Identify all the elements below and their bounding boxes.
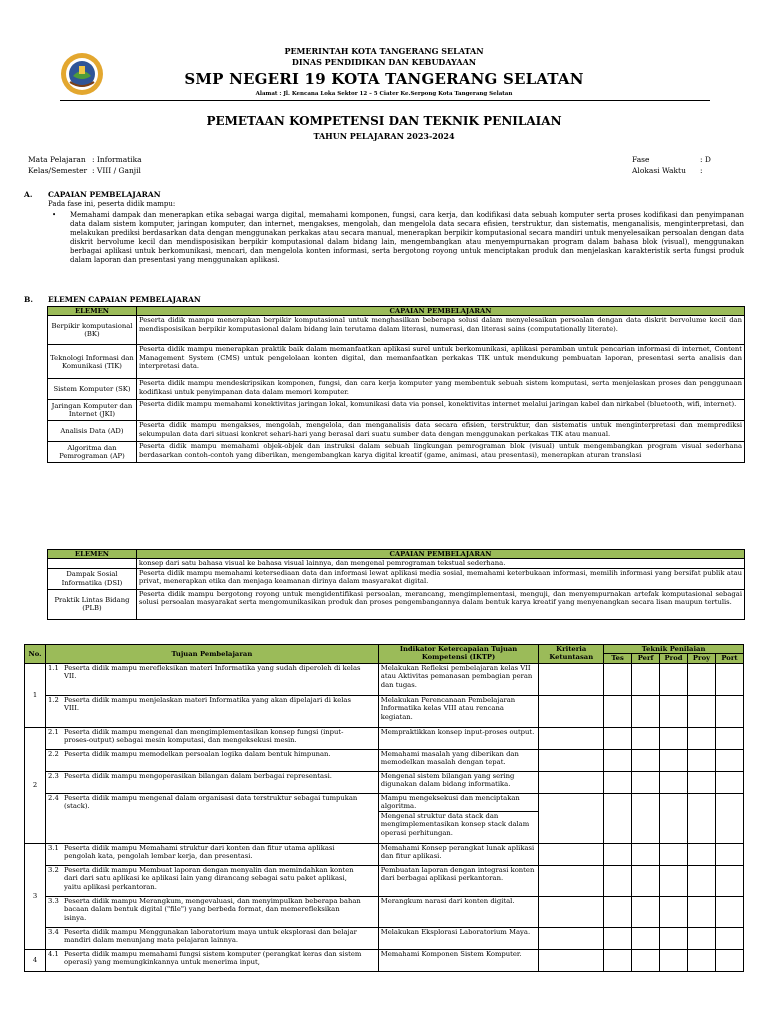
elements-table-continued <box>47 549 745 620</box>
column-header-tes: Tes <box>604 654 632 663</box>
section-a-intro: Pada fase ini, peserta didik mampu: <box>48 200 176 208</box>
check-cell <box>632 727 660 749</box>
element-description: Peserta didik mampu mendeskripsikan komponen, fungsi, dan cara kerja komputer yang membentuk sebuah sistem komputasi, serta menjelaskan proses dan penggunaan kodifikasi untuk penyimpanan data dalam memori komputer. <box>136 379 744 400</box>
check-cell <box>660 695 688 727</box>
check-cell <box>632 865 660 896</box>
check-cell <box>660 927 688 949</box>
objective-cell <box>45 949 378 971</box>
element-name-empty <box>48 559 137 568</box>
objective-code: 1.2 <box>47 695 59 704</box>
objective-text: Peserta didik mampu memodelkan persoalan logika dalam bentuk himpunan. <box>63 749 331 758</box>
indicator-cell: Memahami Konsep perangkat lunak aplikasi dan fitur aplikasi. <box>378 843 539 865</box>
header-school-name: SMP NEGERI 19 KOTA TANGERANG SELATAN <box>184 70 584 88</box>
indicator-cell: Melakukan Perencanaan Pembelajaran Informatika kelas VIII atau rencana kegiatan. <box>378 695 539 727</box>
table-header-row <box>25 645 744 654</box>
objective-cell <box>45 865 378 896</box>
element-name: Dampak Sosial Informatika (DSI) <box>48 568 137 589</box>
header-department: DINAS PENDIDIKAN DAN KEBUDAYAAN <box>291 57 477 67</box>
column-header-port: Port <box>715 654 743 663</box>
check-cell <box>604 865 632 896</box>
criteria-cell <box>539 749 604 771</box>
indicator-cell: Melakukan Refleksi pembelajaran kelas VII atau Aktivitas pemanasan pembagian peran dan tugas. <box>378 663 539 695</box>
check-cell <box>688 727 716 749</box>
check-cell <box>715 727 743 749</box>
objective-cell <box>45 727 378 749</box>
check-cell <box>688 771 716 793</box>
competency-table <box>24 644 744 972</box>
table-row <box>48 316 745 345</box>
check-cell <box>715 865 743 896</box>
table-header-row <box>48 307 745 316</box>
info-phase: Fase : D <box>632 155 711 164</box>
objective-text: Peserta didik mampu mengenal dalam organisasi data terstruktur sebagai tumpukan (stack). <box>63 793 358 811</box>
table-row <box>25 695 744 727</box>
column-header-no: No. <box>25 645 46 664</box>
group-number: 1 <box>25 663 46 727</box>
table-row <box>25 843 744 865</box>
criteria-cell <box>539 865 604 896</box>
objective-code: 3.4 <box>47 927 59 936</box>
check-cell <box>660 663 688 695</box>
element-name: Jaringan Komputer dan Internet (JKI) <box>48 400 137 421</box>
check-cell <box>715 749 743 771</box>
element-name: Analisis Data (AD) <box>48 421 137 442</box>
check-cell <box>715 843 743 865</box>
check-cell <box>715 793 743 843</box>
objective-code: 3.1 <box>47 843 59 852</box>
objective-code: 2.4 <box>47 793 59 802</box>
column-header-perf: Perf <box>632 654 660 663</box>
table-row <box>48 421 745 442</box>
objective-text: Peserta didik mampu mengenal dan mengimplementasikan konsep fungsi (input-proses-output) sebagai mesin komputasi, dan mengeksekusi mesin. <box>63 727 344 745</box>
check-cell <box>632 843 660 865</box>
document-title: PEMETAAN KOMPETENSI DAN TEKNIK PENILAIAN <box>206 114 562 128</box>
column-header-teknik: Teknik Penilaian <box>604 645 744 654</box>
table-header-row <box>48 550 745 559</box>
objective-cell <box>45 771 378 793</box>
objective-cell <box>45 896 378 927</box>
element-description: Peserta didik mampu menerapkan berpikir komputasional untuk menghasilkan beberapa solusi dalam menyelesaikan persoalan dengan data diskrit bervolume kecil dan mendisposisikan berpikir komputasional dalam bidang lain terutama dalam literasi, numerasi, dan literasi sains (computationally literate). <box>136 316 744 345</box>
check-cell <box>632 927 660 949</box>
check-cell <box>715 663 743 695</box>
objective-cell <box>45 663 378 695</box>
objective-text: Peserta didik mampu mengoperasikan bilangan dalam berbagai representasi. <box>63 771 332 780</box>
check-cell <box>660 793 688 843</box>
check-cell <box>715 927 743 949</box>
section-a-heading: CAPAIAN PEMBELAJARAN <box>48 190 161 199</box>
indicator-text: Mengenal struktur data stack dan mengimplementasikan konsep stack dalam operasi perhitungan. <box>380 811 530 837</box>
objective-code: 3.2 <box>47 865 59 874</box>
check-cell <box>688 793 716 843</box>
section-b-heading: ELEMEN CAPAIAN PEMBELAJARAN <box>48 295 201 304</box>
check-cell <box>632 749 660 771</box>
table-row <box>48 400 745 421</box>
element-name: Sistem Komputer (SK) <box>48 379 137 400</box>
check-cell <box>688 843 716 865</box>
indicator-cell: Mengenal sistem bilangan yang sering digunakan dalam bidang informatika. <box>378 771 539 793</box>
criteria-cell <box>539 727 604 749</box>
table-row <box>48 379 745 400</box>
criteria-cell <box>539 663 604 695</box>
check-cell <box>688 695 716 727</box>
table-row <box>48 345 745 379</box>
check-cell <box>632 771 660 793</box>
element-description: Peserta didik mampu memahami objek-objek dan instruksi dalam sebuah lingkungan pemrograman blok (visual) untuk mengembangkan program visual sederhana berdasarkan contoh-contoh yang diberikan, mengembangkan karya digital kreatif (game, animasi, atau presentasi), menerapkan aturan translasi <box>136 442 744 463</box>
check-cell <box>604 727 632 749</box>
criteria-cell <box>539 793 604 843</box>
objective-cell <box>45 749 378 771</box>
column-header-cp: CAPAIAN PEMBELAJARAN <box>136 307 744 316</box>
table-row <box>25 727 744 749</box>
objective-code: 2.2 <box>47 749 59 758</box>
objective-cell <box>45 927 378 949</box>
objective-cell <box>45 695 378 727</box>
column-header-iktp: Indikator Ketercapaian Tujuan Kompetensi (IKTP) <box>378 645 539 664</box>
objective-text: Peserta didik mampu memahami fungsi sistem komputer (perangkat keras dan sistem operasi) yang memungkinkannya untuk menerima input, <box>63 949 362 967</box>
group-number: 2 <box>25 727 46 843</box>
table-row <box>25 865 744 896</box>
column-header-prod: Prod <box>660 654 688 663</box>
check-cell <box>688 927 716 949</box>
check-cell <box>632 793 660 843</box>
element-description: Peserta didik mampu memahami ketersediaan data dan informasi lewat aplikasi media sosial, memahami keterbukaan informasi, memilih informasi yang bersifat publik atau privat, menerapkan etika dan menjaga keamanan dirinya dalam masyarakat digital. <box>136 568 744 589</box>
indicator-cell: Melakukan Eksplorasi Laboratorium Maya. <box>378 927 539 949</box>
indicator-cell: Pembuatan laporan dengan integrasi konten dari berbagai aplikasi perkantoran. <box>378 865 539 896</box>
objective-code: 1.1 <box>47 663 59 672</box>
group-number: 4 <box>25 949 46 971</box>
check-cell <box>632 896 660 927</box>
section-b-letter: B. <box>24 295 33 304</box>
check-cell <box>715 695 743 727</box>
table-row <box>25 771 744 793</box>
element-name: Algoritma dan Pemrograman (AP) <box>48 442 137 463</box>
indicator-cell: Memahami masalah yang diberikan dan memodelkan masalah dengan tepat. <box>378 749 539 771</box>
check-cell <box>604 663 632 695</box>
element-description: Peserta didik mampu memahami konektivitas jaringan lokal, komunikasi data via ponsel, konektivitas internet melalui jaringan kabel dan nirkabel (bluetooth, wifi, internet). <box>136 400 744 421</box>
table-row <box>48 589 745 619</box>
element-description: Peserta didik mampu mengakses, mengolah, mengelola, dan menganalisis data secara efisien, terstruktur, dan sistematis untuk menginterpretasi dan memprediksi sekumpulan data dari situasi konkret sehari-hari yang berasal dari suatu sumber data dengan menggunakan perkakas TIK atau manual. <box>136 421 744 442</box>
objective-text: Peserta didik mampu Membuat laporan dengan menyalin dan memindahkan konten dari dari satu aplikasi ke aplikasi lain yang dirancang sebagai satu paket aplikasi, yaitu aplikasi perkantoran. <box>63 865 354 891</box>
group-number: 3 <box>25 843 46 949</box>
check-cell <box>660 896 688 927</box>
table-row <box>48 568 745 589</box>
check-cell <box>660 949 688 971</box>
check-cell <box>688 896 716 927</box>
check-cell <box>604 695 632 727</box>
element-description: konsep dari satu bahasa visual ke bahasa visual lainnya, dan mengenal pemrograman tekstual sederhana. <box>136 559 744 568</box>
criteria-cell <box>539 927 604 949</box>
indicator-cell: Mempraktikkan konsep input-proses output. <box>378 727 539 749</box>
check-cell <box>715 771 743 793</box>
criteria-cell <box>539 843 604 865</box>
document-year: TAHUN PELAJARAN 2023-2024 <box>313 131 455 141</box>
elements-table <box>47 306 745 463</box>
element-description: Peserta didik mampu bergotong royong untuk mengidentifikasi persoalan, merancang, mengimplementasi, menguji, dan menyempurnakan artefak komputasional sebagai solusi persoalan masyarakat serta mengomunikasikan produk dan proses pengembangannya dalam bentuk karya kreatif yang menyenangkan secara lisan maupun tertulis. <box>136 589 744 619</box>
objective-text: Peserta didik mampu merefleksikan materi Informatika yang sudah diperoleh di kelas VII. <box>63 663 361 681</box>
check-cell <box>660 749 688 771</box>
criteria-cell <box>539 949 604 971</box>
check-cell <box>604 896 632 927</box>
check-cell <box>660 865 688 896</box>
info-subject: Mata Pelajaran : Informatika <box>28 155 142 164</box>
element-name: Teknologi Informasi dan Komunikasi (TIK) <box>48 345 137 379</box>
header-divider <box>60 100 710 101</box>
column-header-kriteria: Kriteria Ketuntasan <box>539 645 604 664</box>
check-cell <box>604 927 632 949</box>
table-row <box>25 749 744 771</box>
check-cell <box>604 949 632 971</box>
bullet-icon: • <box>52 211 57 219</box>
check-cell <box>632 949 660 971</box>
objective-code: 3.3 <box>47 896 59 905</box>
table-row <box>25 949 744 971</box>
check-cell <box>688 749 716 771</box>
element-name: Praktik Lintas Bidang (PLB) <box>48 589 137 619</box>
info-time: Alokasi Waktu : <box>632 166 703 175</box>
column-header-tp: Tujuan Pembelajaran <box>45 645 378 664</box>
column-header-elemen: ELEMEN <box>48 550 137 559</box>
check-cell <box>688 949 716 971</box>
section-a-paragraph: Memahami dampak dan menerapkan etika sebagai warga digital, memahami komponen, fungsi, cara kerja, dan kodifikasi data sebuah komputer serta proses kodifikasi dan penyimpanan data dalam sistem komputer, jaringan komputer, dan internet, mengakses, mengolah, dan mengelola data secara efisien, terstruktur, dan sistematis, menganalisis, menginterpretasi, dan melakukan prediksi berdasarkan data dengan menggunakan perkakas atau secara manual, menerapkan berpikir komputasional secara mandiri untuk menyelesaikan persoalan dengan data diskrit bervolume kecil dan mendisposisikan berpikir komputasional dalam bidang lain, mengembangkan atau menyempurnakan program dalam bahasa blok (visual), menggunakan berbagai aplikasi untuk berkomunikasi, mencari, dan mengelola konten informasi, serta bergotong royong untuk menciptakan produk dan menjelaskan karakteristik serta fungsi produk dalam laporan dan presentasi yang menggunakan aplikasi. <box>70 211 744 265</box>
objective-text: Peserta didik mampu Memahami struktur dari konten dan fitur utama aplikasi pengolah kata, pengolah lembar kerja, dan presentasi. <box>63 843 335 861</box>
column-header-cp: CAPAIAN PEMBELAJARAN <box>136 550 744 559</box>
check-cell <box>604 749 632 771</box>
table-row <box>25 896 744 927</box>
check-cell <box>604 793 632 843</box>
check-cell <box>632 695 660 727</box>
table-row <box>48 442 745 463</box>
objective-text: Peserta didik mampu menjelaskan materi Informatika yang akan dipelajari di kelas VIII. <box>63 695 351 713</box>
objective-text: Peserta didik mampu Menggunakan laboratorium maya untuk eksplorasi dan belajar mandiri dalam menunjang mata pelajaran lainnya. <box>63 927 357 945</box>
table-row <box>48 559 745 568</box>
objective-cell <box>45 843 378 865</box>
indicator-cell: Memahami Komponen Sistem Komputer. <box>378 949 539 971</box>
objective-code: 2.1 <box>47 727 59 736</box>
check-cell <box>604 843 632 865</box>
section-a-letter: A. <box>24 190 33 199</box>
indicator-cell <box>378 793 539 843</box>
criteria-cell <box>539 771 604 793</box>
info-class: Kelas/Semester : VIII / Ganjil <box>28 166 141 175</box>
check-cell <box>632 663 660 695</box>
indicator-cell: Merangkum narasi dari konten digital. <box>378 896 539 927</box>
check-cell <box>660 771 688 793</box>
indicator-text: Mampu mengeksekusi dan menciptakan algoritma. <box>379 794 539 812</box>
header-address: Alamat : Jl. Kencana Loka Sektor 12 – 5 Ciater Ke.Serpong Kota Tangerang Selatan <box>255 91 513 97</box>
check-cell <box>660 727 688 749</box>
check-cell <box>715 949 743 971</box>
column-header-elemen: ELEMEN <box>48 307 137 316</box>
objective-cell <box>45 793 378 843</box>
objective-text: Peserta didik mampu Merangkum, mengevaluasi, dan menyimpulkan beberapa bahan bacaan dalam bentuk digital ("file") yang berbeda format, dan memerefleksikan isinya. <box>63 896 361 922</box>
table-row <box>25 927 744 949</box>
element-name: Berpikir komputasional (BK) <box>48 316 137 345</box>
objective-code: 2.3 <box>47 771 59 780</box>
table-row <box>25 663 744 695</box>
check-cell <box>715 896 743 927</box>
element-description: Peserta didik mampu menerapkan praktik baik dalam memanfaatkan aplikasi surel untuk berkomunikasi, aplikasi peramban untuk pencarian informasi di internet, Content Management System (CMS) untuk pengelolaan konten digital, dan memanfaatkan perkakas TIK untuk mendukung pembuatan laporan, presentasi serta analisis dan interpretasi data. <box>136 345 744 379</box>
check-cell <box>688 865 716 896</box>
header-government: PEMERINTAH KOTA TANGERANG SELATAN <box>284 46 484 56</box>
criteria-cell <box>539 695 604 727</box>
check-cell <box>604 771 632 793</box>
check-cell <box>660 843 688 865</box>
table-row <box>25 793 744 843</box>
criteria-cell <box>539 896 604 927</box>
check-cell <box>688 663 716 695</box>
objective-code: 4.1 <box>47 949 59 958</box>
column-header-proy: Proy <box>688 654 716 663</box>
